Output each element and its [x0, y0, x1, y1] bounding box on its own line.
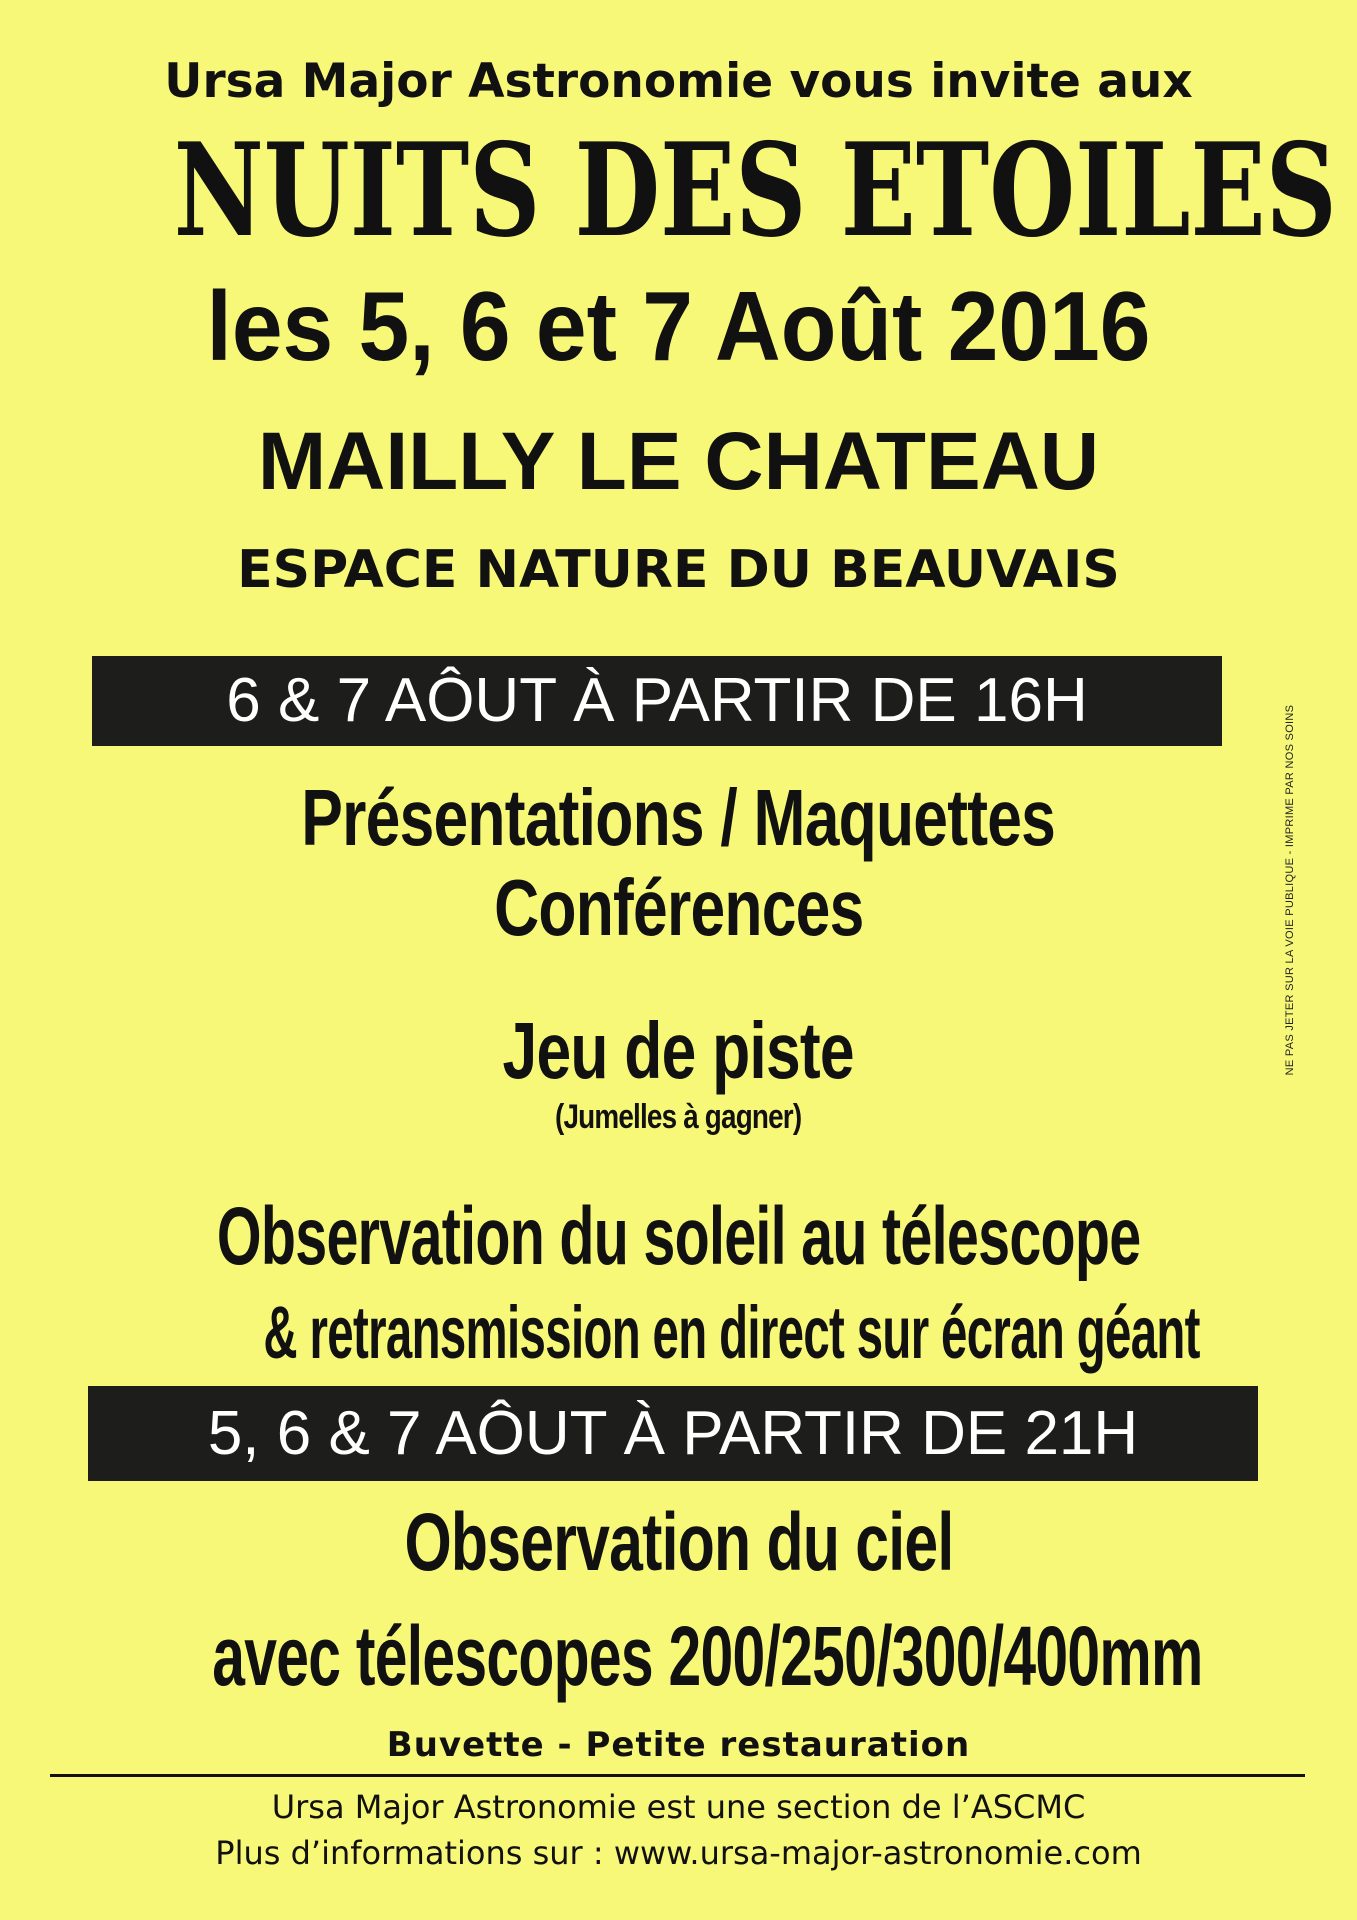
event-title-text: NUITS DES ETOILES — [173, 116, 1337, 266]
invite-line: Ursa Major Astronomie vous invite aux — [164, 54, 1193, 109]
more-info: Plus d’informations sur : www.ursa-major-astronomie.com — [215, 1834, 1142, 1872]
day-schedule-banner: 6 & 7 AÔUT À PARTIR DE 16H — [92, 656, 1222, 746]
night-schedule-banner: 5, 6 & 7 AÔUT À PARTIR DE 21H — [88, 1386, 1258, 1481]
game-prize — [0, 1098, 1357, 1137]
event-dates — [0, 270, 1357, 383]
refreshments: Buvette - Petite restauration — [386, 1725, 971, 1765]
footer-divider — [50, 1774, 1305, 1777]
section-note: Ursa Major Astronomie est une section de l’ASCMC — [271, 1788, 1086, 1826]
sun-observation-text: Observation du soleil au télescope — [216, 1191, 1141, 1282]
live-broadcast-text: & retransmission en direct sur écran géant — [263, 1291, 1200, 1374]
side-notice: NE PAS JETER SUR LA VOIE PUBLIQUE - IMPRIME PAR NOS SOINS — [1284, 704, 1296, 1076]
live-broadcast — [0, 1290, 1357, 1375]
event-dates-text: les 5, 6 et 7 Août 2016 — [206, 271, 1151, 381]
game-title — [0, 1005, 1357, 1097]
event-title — [0, 116, 1357, 266]
activities-line-2 — [0, 862, 1357, 954]
town-name: MAILLY LE CHATEAU — [257, 416, 1100, 507]
game-prize-text: (Jumelles à gagner) — [555, 1098, 802, 1136]
activities-line-2-text: Conférences — [493, 863, 864, 952]
game-title-text: Jeu de piste — [502, 1006, 855, 1095]
activities-line-1 — [0, 772, 1357, 864]
sky-observation-text: Observation du ciel — [403, 1497, 954, 1588]
activities-line-1-text: Présentations / Maquettes — [301, 773, 1056, 862]
sky-observation — [0, 1496, 1357, 1590]
telescopes-text: avec télescopes 200/250/300/400mm — [212, 1609, 1203, 1703]
telescopes-line — [0, 1608, 1357, 1705]
venue-name: ESPACE NATURE DU BEAUVAIS — [237, 540, 1120, 600]
sun-observation — [0, 1190, 1357, 1284]
